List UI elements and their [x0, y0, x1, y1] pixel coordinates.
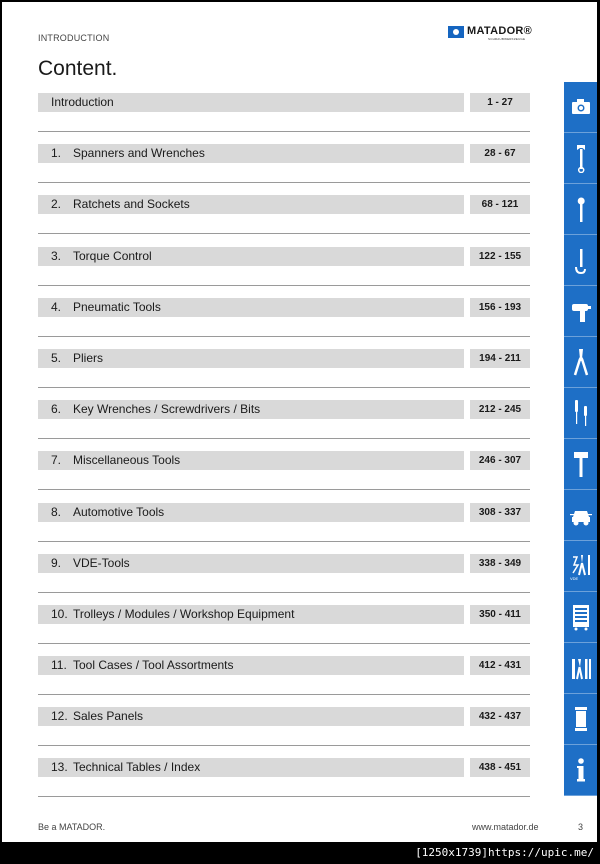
toc-entry-number: 1. [51, 146, 62, 161]
toc-divider [38, 438, 530, 439]
pliers-icon [570, 347, 592, 377]
pneumatic-drill-icon [570, 296, 592, 326]
toc-entry-number: 12. [51, 709, 68, 724]
toc-entry[interactable] [38, 298, 464, 317]
chapter-tab[interactable] [564, 133, 597, 184]
toc-entry-pages: 432 - 437 [470, 707, 530, 726]
toc-entry[interactable] [38, 93, 464, 112]
toc-row[interactable] [38, 349, 530, 400]
toc-divider [38, 489, 530, 490]
toc-entry-number: 3. [51, 248, 62, 263]
logo-mark-icon [448, 26, 464, 38]
toc-entry-pages: 194 - 211 [470, 349, 530, 368]
toc-entry[interactable] [38, 144, 464, 163]
table-of-contents [38, 93, 530, 810]
toc-entry-number: 13. [51, 760, 68, 775]
toc-entry-label: Ratchets and Sockets [73, 197, 190, 212]
trolley-icon [570, 602, 592, 632]
toc-row[interactable] [38, 400, 530, 451]
running-head: INTRODUCTION [38, 33, 110, 43]
toc-entry[interactable] [38, 758, 464, 777]
chapter-tab[interactable] [564, 643, 597, 694]
toc-entry-pages: 412 - 431 [470, 656, 530, 675]
toc-row[interactable] [38, 605, 530, 656]
toc-entry-number: 9. [51, 555, 62, 570]
chapter-tab[interactable] [564, 235, 597, 286]
chapter-tab[interactable] [564, 337, 597, 388]
toc-divider [38, 233, 530, 234]
toc-row[interactable] [38, 707, 530, 758]
toc-row[interactable] [38, 656, 530, 707]
toc-entry[interactable] [38, 707, 464, 726]
toc-entry-pages: 246 - 307 [470, 451, 530, 470]
toc-row[interactable] [38, 298, 530, 349]
page-title: Content. [38, 57, 118, 80]
chapter-tab[interactable] [564, 592, 597, 643]
toc-entry-label: Sales Panels [73, 709, 144, 724]
spanner-icon [570, 143, 592, 173]
hammer-icon [570, 449, 592, 479]
toc-entry-label: VDE-Tools [73, 555, 130, 570]
toc-entry-pages: 438 - 451 [470, 758, 530, 777]
toc-divider [38, 592, 530, 593]
toc-entry-number: 11. [51, 658, 67, 673]
toc-entry-pages: 156 - 193 [470, 298, 530, 317]
toc-entry[interactable] [38, 247, 464, 266]
toc-entry[interactable] [38, 503, 464, 522]
toc-divider [38, 336, 530, 337]
tab-label: VDE [569, 576, 578, 581]
toc-divider [38, 387, 530, 388]
vde-tools-icon [570, 551, 592, 581]
screwdriver-icon [570, 398, 592, 428]
catalog-page [2, 2, 597, 842]
toc-entry-pages: 1 - 27 [470, 93, 530, 112]
toc-row[interactable] [38, 144, 530, 195]
toc-divider [38, 541, 530, 542]
toc-entry-number: 10. [51, 606, 68, 621]
toc-entry-label: Technical Tables / Index [73, 760, 201, 775]
toc-row[interactable] [38, 554, 530, 605]
chapter-tab[interactable] [564, 490, 597, 541]
toc-entry[interactable] [38, 605, 464, 624]
toc-divider [38, 182, 530, 183]
sales-panel-icon [570, 704, 592, 734]
chapter-tab[interactable] [564, 694, 597, 745]
toc-entry-label: Introduction [51, 95, 114, 109]
car-icon [570, 500, 592, 530]
toc-entry-number: 4. [51, 299, 62, 314]
toc-entry-number: 5. [51, 350, 62, 365]
toc-entry[interactable] [38, 554, 464, 573]
chapter-tab[interactable] [564, 184, 597, 235]
toc-entry[interactable] [38, 400, 464, 419]
toc-entry-pages: 338 - 349 [470, 554, 530, 573]
chapter-tab[interactable] [564, 388, 597, 439]
toc-divider [38, 694, 530, 695]
toc-entry-label: Tool Cases / Tool Assortments [73, 658, 234, 673]
chapter-tab[interactable] [564, 745, 597, 796]
toc-entry-label: Key Wrenches / Screwdrivers / Bits [73, 402, 261, 417]
toc-entry-label: Miscellaneous Tools [73, 453, 181, 468]
toc-entry-label: Spanners and Wrenches [73, 146, 205, 161]
toc-divider [38, 131, 530, 132]
toc-row[interactable] [38, 247, 530, 298]
footer-slogan: Be a MATADOR. [38, 822, 106, 832]
toc-entry-number: 6. [51, 402, 62, 417]
toc-divider [38, 643, 530, 644]
toc-divider [38, 285, 530, 286]
toc-divider [38, 745, 530, 746]
logo-text: MATADOR® [467, 25, 533, 37]
footer-url[interactable]: www.matador.de [472, 822, 539, 832]
toc-entry[interactable] [38, 451, 464, 470]
chapter-tab[interactable] [564, 82, 597, 133]
toc-entry-pages: 68 - 121 [470, 195, 530, 214]
toc-row[interactable] [38, 758, 530, 809]
logo-subtitle: SCHRAUBWERKZEUGE [488, 37, 526, 41]
toc-entry-label: Trolleys / Modules / Workshop Equipment [73, 606, 295, 621]
watermark: [1250x1739]https://upic.me/ [415, 846, 594, 859]
matador-logo [448, 25, 544, 41]
chapter-tab[interactable] [564, 286, 597, 337]
toc-divider [38, 796, 530, 797]
toc-entry-number: 8. [51, 504, 62, 519]
torque-wrench-icon [570, 245, 592, 275]
toc-entry-pages: 350 - 411 [470, 605, 530, 624]
toc-row[interactable] [38, 503, 530, 554]
chapter-tab[interactable] [564, 439, 597, 490]
chapter-tab[interactable] [564, 541, 597, 592]
toc-entry-label: Pneumatic Tools [73, 299, 161, 314]
toc-entry-number: 7. [51, 453, 62, 468]
page-number: 3 [578, 822, 584, 832]
toc-entry-number: 2. [51, 197, 62, 212]
toc-entry[interactable] [38, 656, 464, 675]
ratchet-icon [570, 194, 592, 224]
toc-entry[interactable] [38, 195, 464, 214]
chapter-tab-strip [564, 82, 597, 796]
toc-entry[interactable] [38, 349, 464, 368]
toc-row[interactable] [38, 195, 530, 246]
info-icon [570, 755, 592, 785]
toc-entry-pages: 212 - 245 [470, 400, 530, 419]
toc-entry-pages: 122 - 155 [470, 247, 530, 266]
toc-row[interactable] [38, 451, 530, 502]
toc-row[interactable] [38, 93, 530, 144]
toc-entry-label: Automotive Tools [73, 504, 165, 519]
camera-icon [570, 92, 592, 122]
toc-entry-pages: 28 - 67 [470, 144, 530, 163]
toc-entry-pages: 308 - 337 [470, 503, 530, 522]
toc-entry-label: Torque Control [73, 248, 152, 263]
toc-entry-label: Pliers [73, 350, 104, 365]
tool-case-icon [570, 653, 592, 683]
